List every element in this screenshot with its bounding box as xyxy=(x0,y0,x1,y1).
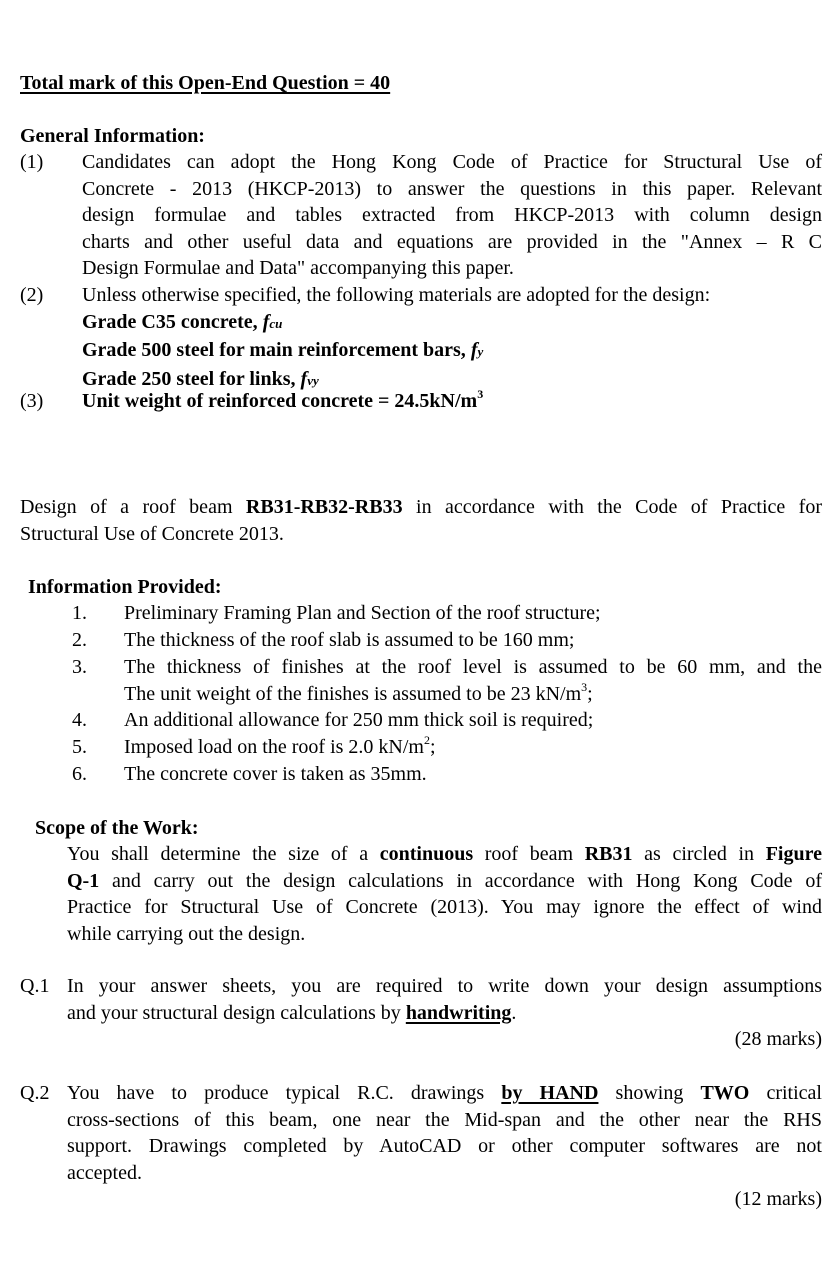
info-item-5-number: 5. xyxy=(72,736,87,758)
general-item-1-line: Concrete - 2013 (HKCP-2013) to answer the questions in this paper. Relevant xyxy=(82,177,822,200)
material-concrete: Grade C35 concrete, fcu xyxy=(82,310,283,333)
q1-text: In your answer sheets, you are required to write down your design assumptions and your structural design calculations by handwriting. xyxy=(67,975,822,1024)
q2-number: Q.2 xyxy=(20,1082,50,1104)
general-item-3-number: (3) xyxy=(20,390,44,412)
info-item-4-number: 4. xyxy=(72,709,87,731)
info-item-5-text: Imposed load on the roof is 2.0 $kN/m^2$; xyxy=(124,733,436,758)
info-item-3-number: 3. xyxy=(72,656,87,678)
info-item-2-text: The thickness of the roof slab is assumed to be 160 mm; xyxy=(124,629,575,651)
design-statement: Design of a roof beam RB31-RB32-RB33 in accordance with the Code of Practice for Structural Use of Concrete 2013. xyxy=(20,496,823,545)
info-item-6-number: 6. xyxy=(72,763,87,785)
general-item-2-text xyxy=(82,282,822,394)
general-item-3-text: Unit weight of reinforced concrete = $24.5kN/m^3$ xyxy=(82,387,484,412)
general-item-1-line: design formulae and tables extracted from HKCP-2013 with column design xyxy=(82,204,822,226)
material-main-steel: Grade 500 steel for main reinforcement bars, fy xyxy=(82,339,484,361)
q2-text: You have to produce typical R.C. drawings by HAND showing TWO critical cross-sections of this beam, one near the Mid-span and the other near the RHS support. Drawings completed by AutoCAD or other computer softwares are not accepted. xyxy=(67,1082,822,1184)
general-item-1-line: Design Formulae and Data" accompanying this paper. xyxy=(82,257,514,279)
q1-number: Q.1 xyxy=(20,975,50,997)
info-item-3-text: The thickness of finishes at the roof level is assumed to be 60 mm, and the The unit weight of the finishes is assumed to be 23 $kN/m^3$; xyxy=(124,656,822,705)
scope-heading: Scope of the Work: xyxy=(35,817,199,839)
total-mark-title: Total mark of this Open-End Question = 40 xyxy=(20,72,391,94)
info-item-2-number: 2. xyxy=(72,629,87,651)
general-item-1-line: charts and other useful data and equations are provided in the "Annex – R C xyxy=(82,230,822,253)
info-item-4-text: An additional allowance for 250 mm thick soil is required; xyxy=(124,709,594,731)
info-item-6-text: The concrete cover is taken as 35mm. xyxy=(124,763,427,785)
general-info-heading: General Information: xyxy=(20,125,205,147)
info-item-1-number: 1. xyxy=(72,602,87,624)
general-item-1-text xyxy=(82,149,822,282)
q1-marks: (28 marks) xyxy=(734,1028,822,1050)
info-heading: Information Provided: xyxy=(28,576,222,598)
scope-text: You shall determine the size of a continuous roof beam RB31 as circled in Figure Q-1 and carry out the design calculations in accordance with Hong Kong Code of Practice for Structural Use of Concrete (2013). You may ignore the effect of wind while carrying out the design. xyxy=(67,843,822,945)
general-item-1-line: Candidates can adopt the Hong Kong Code of Practice for Structural Use of xyxy=(82,151,822,173)
general-item-1-number: (1) xyxy=(20,151,44,173)
info-item-1-text: Preliminary Framing Plan and Section of the roof structure; xyxy=(124,602,601,624)
q2-marks: (12 marks) xyxy=(734,1188,822,1210)
general-item-2-intro: Unless otherwise specified, the following materials are adopted for the design: xyxy=(82,284,711,306)
general-item-2-number: (2) xyxy=(20,284,44,306)
material-link-steel: Grade 250 steel for links, fvy xyxy=(82,367,319,390)
